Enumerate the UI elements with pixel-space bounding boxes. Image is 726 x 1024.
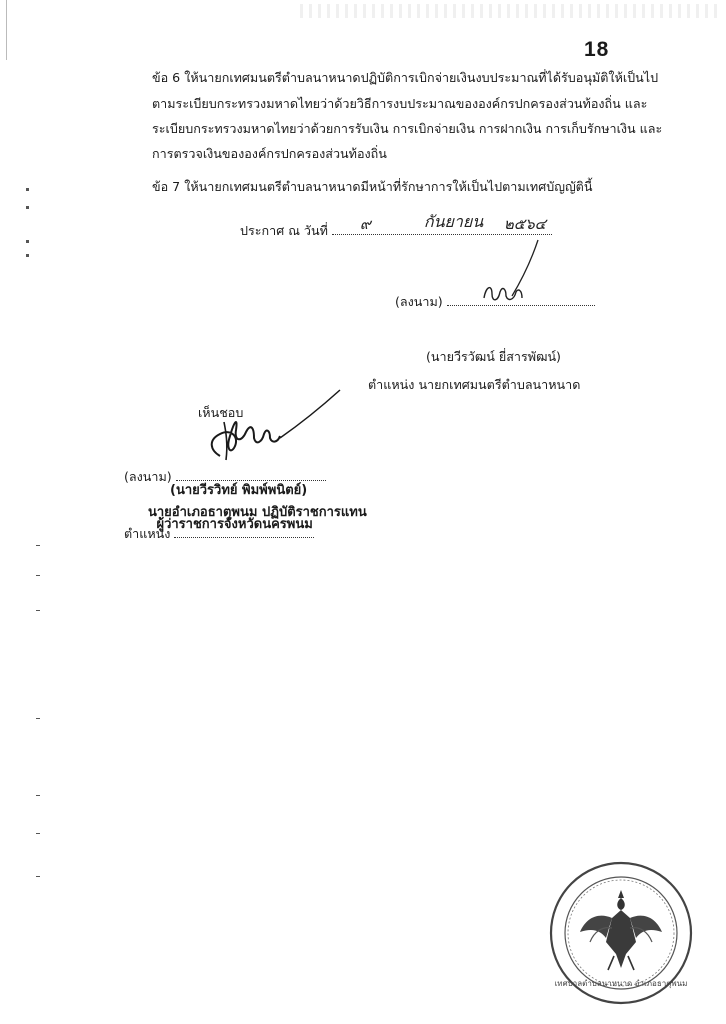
date-day: ๙ bbox=[359, 215, 371, 233]
margin-mark bbox=[26, 254, 29, 257]
mayor-position-label: ตำแหน่ง bbox=[368, 377, 415, 392]
margin-mark bbox=[36, 575, 40, 576]
margin-mark bbox=[36, 876, 40, 877]
date-month: กันยายน bbox=[423, 212, 484, 231]
approval-position-line bbox=[124, 517, 314, 544]
margin-mark bbox=[26, 206, 29, 209]
margin-mark bbox=[6, 0, 7, 60]
margin-mark bbox=[26, 188, 29, 191]
clause-7-line-1: ข้อ 7 ให้นายกเทศมนตรีตำบลนาหนาดมีหน้าที่รักษาการให้เป็นไปตามเทศบัญญัตินี้ bbox=[152, 179, 593, 194]
margin-mark bbox=[36, 610, 40, 611]
garuda-seal-icon bbox=[546, 858, 696, 1008]
clause-6-line-4: การตรวจเงินขององค์กรปกครองส่วนท้องถิ่น bbox=[152, 146, 387, 161]
approval-position-label: ตำแหน่ง bbox=[124, 526, 171, 541]
clause-6-line-3: ระเบียบกระทรวงมหาดไทยว่าด้วยการรับเงิน การเบิกจ่ายเงิน การฝากเงิน การเก็บรักษาเงิน และ bbox=[152, 121, 663, 136]
approval-label: เห็นชอบ bbox=[198, 405, 244, 420]
clause-6-line-1: ข้อ 6 ให้นายกเทศมนตรีตำบลนาหนาดปฏิบัติการเบิกจ่ายเงินงบประมาณที่ได้รับอนุมัติให้เป็นไป bbox=[152, 70, 659, 85]
margin-mark bbox=[36, 795, 40, 796]
approval-position-line-2: ผู้ว่าราชการจังหวัดนครพนม bbox=[156, 517, 313, 532]
announcement-label: ประกาศ ณ วันที่ bbox=[240, 223, 328, 238]
date-dotted-line bbox=[332, 212, 552, 235]
seal-text: เทศบาลตำบลนาหนาด อำเภอธาตุพนม bbox=[554, 979, 688, 988]
margin-mark bbox=[36, 545, 40, 546]
mayor-signature bbox=[478, 280, 528, 308]
date-year: ๒๕๖๔ bbox=[503, 215, 547, 233]
page-number: 18 bbox=[584, 38, 610, 61]
mayor-position bbox=[368, 375, 580, 395]
approval-position-dotted bbox=[156, 517, 314, 538]
mayor-name: (นายวีรวัฒน์ ยี่สารพัฒน์) bbox=[426, 349, 561, 364]
governor-signature bbox=[180, 386, 360, 466]
mayor-sign-label: (ลงนาม) bbox=[395, 294, 443, 309]
scan-artifact bbox=[300, 4, 720, 18]
approval-name: (นายวีรวิทย์ พิมพ์พนิตย์) bbox=[170, 483, 308, 498]
mayor-position-value: นายกเทศมนตรีตำบลนาหนาด bbox=[418, 377, 581, 392]
margin-mark bbox=[36, 833, 40, 834]
margin-mark bbox=[26, 240, 29, 243]
clause-6-line-2: ตามระเบียบกระทรวงมหาดไทยว่าด้วยวิธีการงบประมาณขององค์กรปกครองส่วนท้องถิ่น และ bbox=[152, 96, 648, 111]
margin-mark bbox=[36, 718, 40, 719]
approval-sign-label: (ลงนาม) bbox=[124, 469, 172, 484]
approval-position-line-1: นายอำเภอธาตุพนม ปฏิบัติราชการแทน bbox=[148, 505, 367, 520]
